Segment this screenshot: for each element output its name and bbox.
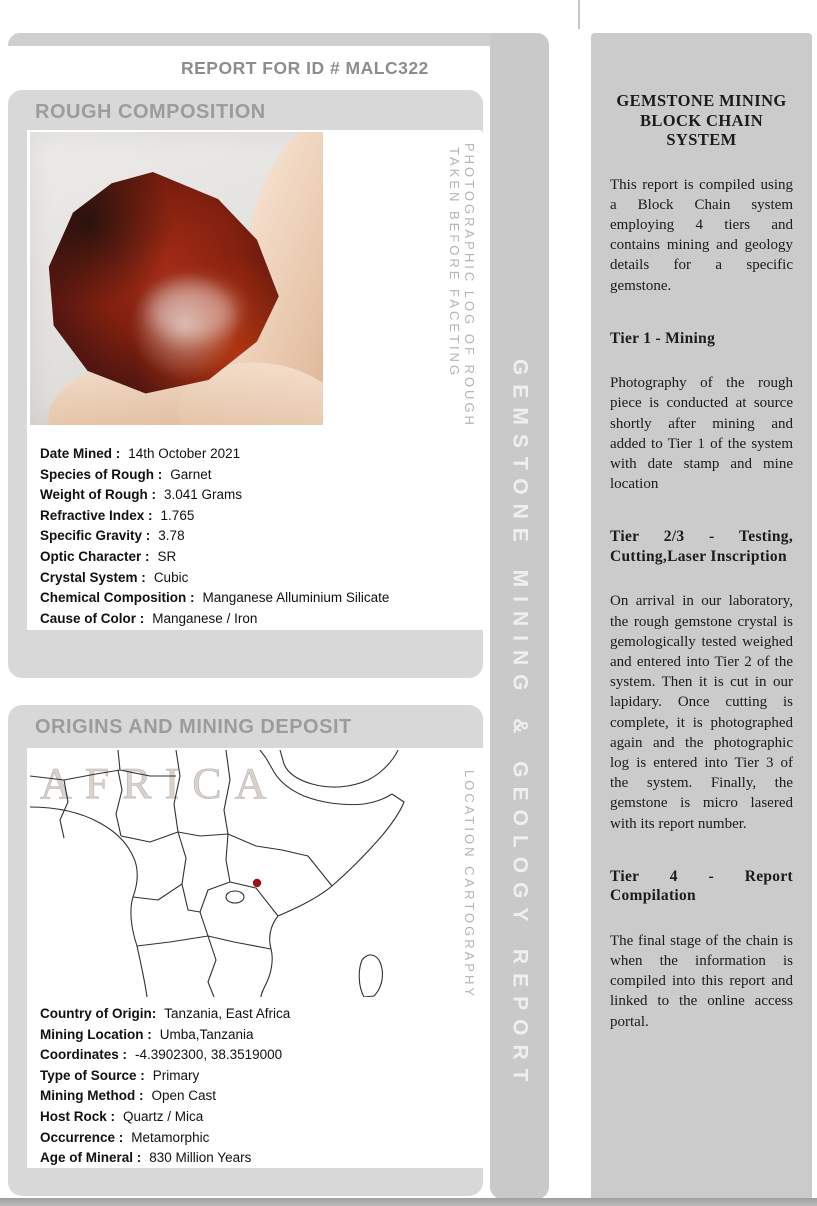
field-label: Occurrence :: [40, 1129, 124, 1145]
photo-caption-line2: TAKEN BEFORE FACETING: [447, 147, 462, 379]
rough-composition-title: ROUGH COMPOSITION: [35, 101, 266, 123]
field-row: [40, 526, 389, 547]
origins-panel: [8, 705, 483, 1196]
top-edge-tick: [578, 0, 580, 29]
photo-caption-line1: PHOTOGRAPHIC LOG OF ROUGH: [462, 143, 477, 428]
field-value: Tanzania, East Africa: [164, 1006, 291, 1021]
rough-fields-list: [40, 444, 389, 629]
field-label: Type of Source :: [40, 1067, 145, 1083]
blockchain-sidebar: [591, 33, 812, 1203]
field-label: Specific Gravity :: [40, 528, 151, 544]
tier23-body: On arrival in our laboratory, the rough gemstone crystal is gemologically tested weighed and entered into Tier 2 of the system. Then it is cut in our lapidary. Once cutting is complete, it is photographed again and the photographic log is entered into Tier 3 of the system. Finally, the gemstone is micro lasered with its report number.: [610, 593, 793, 832]
field-label: Chemical Composition :: [40, 590, 195, 606]
field-label: Optic Character :: [40, 548, 150, 564]
field-value: 14th October 2021: [128, 446, 241, 461]
field-label: Age of Mineral :: [40, 1150, 142, 1166]
field-row: [40, 1025, 290, 1046]
field-row: [40, 465, 389, 486]
field-value: Metamorphic: [131, 1129, 210, 1145]
field-value: Primary: [152, 1067, 200, 1083]
field-row: [40, 1004, 290, 1025]
field-value: 830 Million Years: [149, 1150, 252, 1166]
origins-content: [27, 748, 483, 1168]
field-row: [40, 444, 389, 465]
field-value: SR: [157, 548, 177, 564]
rough-composition-panel: [8, 90, 483, 678]
field-row: [40, 1045, 290, 1066]
page-bottom-shadow: [0, 1198, 817, 1206]
field-label: Mining Location :: [40, 1026, 152, 1042]
field-label: Date Mined :: [40, 446, 121, 461]
field-label: Coordinates :: [40, 1047, 128, 1063]
sidebar-heading: GEMSTONE MINING BLOCK CHAIN SYSTEM: [616, 91, 787, 149]
field-row: [40, 547, 389, 568]
tier4-body: The final stage of the chain is when the information is compiled into this report and linked to the online access portal.: [610, 932, 793, 1030]
sidebar-intro: This report is compiled using a Block Chain system employing 4 tiers and contains mining and geology details for a specific gemstone.: [610, 176, 793, 294]
sidebar-section-tier1: [610, 329, 793, 495]
sidebar-section-tier4: [610, 867, 793, 1032]
field-row: [40, 1148, 290, 1169]
rough-composition-content: [27, 130, 483, 630]
field-value: 3.041 Grams: [163, 487, 243, 503]
stone-highlight: [148, 282, 238, 340]
report-id-title: REPORT FOR ID # MALC322: [181, 58, 429, 78]
field-label: Crystal System :: [40, 569, 146, 585]
sidebar-section-tier23: [610, 527, 793, 833]
field-value: Open Cast: [151, 1088, 217, 1104]
field-label: Mining Method :: [40, 1088, 144, 1104]
origins-title: ORIGINS AND MINING DEPOSIT: [35, 716, 352, 738]
field-value: 3.78: [158, 528, 185, 544]
vertical-banner-text: GEMSTONE MINING & GEOLOGY REPORT: [508, 359, 532, 1091]
map-caption-vertical: LOCATION CARTOGRAPHY: [462, 770, 477, 1000]
field-row: [40, 485, 389, 506]
field-row: [40, 1128, 290, 1149]
field-value: Manganese / Iron: [152, 610, 258, 626]
field-row: [40, 506, 389, 527]
tier23-heading: Tier 2/3 - Testing, Cutting,Laser Inscription: [610, 528, 793, 565]
field-value: -4.3902300, 38.3519000: [135, 1047, 283, 1063]
field-value: Manganese Alluminium Silicate: [202, 590, 390, 606]
africa-map: [30, 750, 447, 997]
photo-caption-vertical: [441, 143, 477, 428]
field-value: Cubic: [153, 569, 189, 585]
frame-top-band: [8, 33, 490, 46]
vertical-banner-bar: [490, 33, 549, 1199]
field-label: Country of Origin:: [40, 1006, 157, 1021]
map-watermark: AFRICA: [40, 759, 280, 808]
tier1-heading: Tier 1 - Mining: [610, 329, 716, 347]
field-label: Weight of Rough :: [40, 487, 156, 503]
field-label: Refractive Index :: [40, 507, 153, 523]
field-value: Quartz / Mica: [123, 1108, 204, 1124]
field-value: 1.765: [160, 507, 195, 523]
field-value: Garnet: [170, 466, 212, 482]
field-row: [40, 1066, 290, 1087]
tier4-heading: Tier 4 - Report Compilation: [610, 867, 793, 905]
field-label: Host Rock :: [40, 1108, 116, 1124]
field-label: Species of Rough :: [40, 466, 163, 482]
mine-location-marker: [253, 879, 261, 887]
field-row: [40, 1107, 290, 1128]
field-row: [40, 588, 389, 609]
field-row: [40, 609, 389, 630]
field-row: [40, 568, 389, 589]
origins-fields-list: [40, 1004, 290, 1169]
tier1-body: Photography of the rough piece is conducted at source shortly after mining and added to Tier 1 of the system with date stamp and mine location: [610, 375, 793, 493]
rough-gemstone-photo: [30, 132, 323, 425]
field-row: [40, 1086, 290, 1107]
field-value: Umba,Tanzania: [159, 1026, 254, 1042]
field-label: Cause of Color :: [40, 610, 145, 626]
